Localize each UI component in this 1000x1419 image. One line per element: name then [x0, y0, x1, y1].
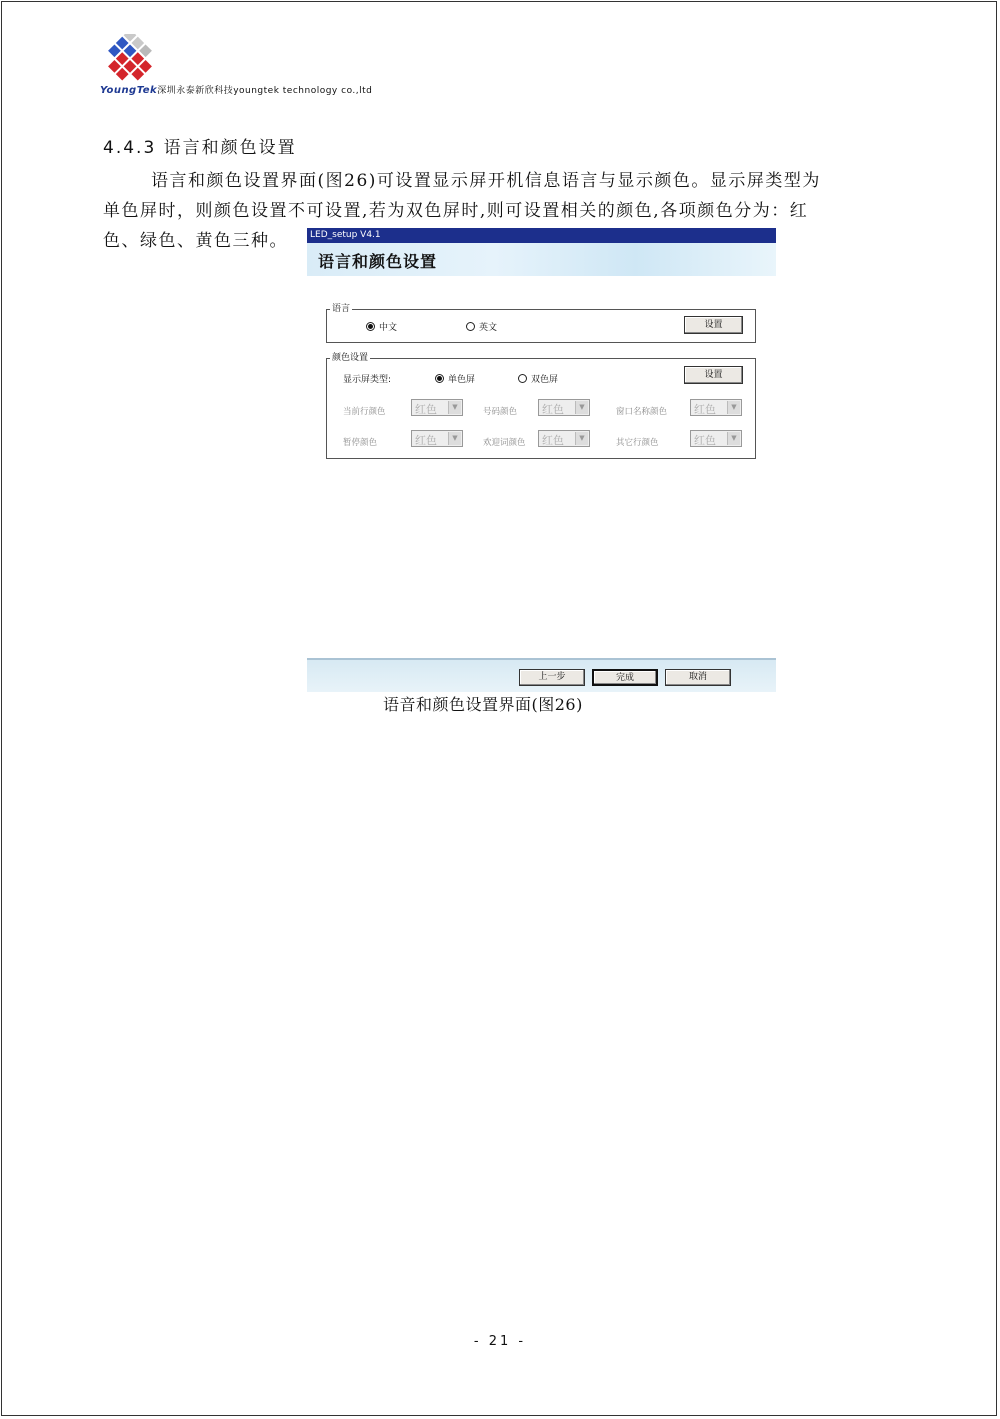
field-label-pause-color: 暂停颜色 [343, 438, 378, 448]
radio-chinese[interactable] [366, 320, 397, 333]
select-value: 红色 [542, 403, 564, 416]
chevron-down-icon: ▼ [448, 432, 461, 445]
radio-unselected-icon [518, 374, 527, 383]
finish-button[interactable]: 完成 [592, 669, 658, 686]
radio-selected-icon [366, 322, 375, 331]
window-titlebar: LED_setup V4.1 [307, 228, 776, 243]
chevron-down-icon: ▼ [727, 401, 740, 414]
language-set-button[interactable]: 设置 [684, 316, 743, 334]
screen-type-label-text: 显示屏类型: [343, 375, 392, 385]
radio-selected-icon [435, 374, 444, 383]
radio-english[interactable] [466, 320, 497, 333]
color-group [326, 353, 756, 459]
field-label-current-row-color: 当前行颜色 [343, 407, 386, 417]
select-current-row-color[interactable] [411, 399, 463, 416]
chevron-down-icon: ▼ [448, 401, 461, 414]
select-value: 红色 [542, 434, 564, 447]
youngtek-logo-icon [100, 34, 160, 86]
language-group-legend: 语言 [332, 304, 351, 314]
select-value: 红色 [415, 403, 437, 416]
window-footer [307, 658, 776, 692]
window-banner [307, 243, 776, 276]
paragraph-line: 单色屏时，则颜色设置不可设置,若为双色屏时,则可设置相关的颜色,各项颜色分为：红 [103, 201, 809, 221]
chevron-down-icon: ▼ [575, 401, 588, 414]
field-label-welcome-color: 欢迎词颜色 [483, 438, 526, 448]
radio-label: 中文 [379, 323, 398, 333]
setup-window [307, 228, 776, 692]
chevron-down-icon: ▼ [575, 432, 588, 445]
radio-label: 英文 [479, 323, 498, 333]
color-group-legend: 颜色设置 [332, 353, 369, 363]
brand-line [100, 83, 372, 96]
select-other-row-color[interactable] [690, 430, 742, 447]
figure-caption: 语音和颜色设置界面(图26) [383, 695, 583, 714]
select-pause-color[interactable] [411, 430, 463, 447]
field-label-number-color: 号码颜色 [483, 407, 518, 417]
banner-title: 语言和颜色设置 [318, 252, 438, 271]
language-group [326, 304, 756, 343]
radio-unselected-icon [466, 322, 475, 331]
select-value: 红色 [694, 434, 716, 447]
paragraph-line: 色、绿色、黄色三种。 [103, 231, 288, 251]
brand-company: 深圳永泰新欣科技youngtek technology co.,ltd [157, 86, 373, 96]
radio-label: 双色屏 [531, 375, 559, 385]
brand-name: YoungTek [100, 85, 158, 96]
prev-button[interactable]: 上一步 [519, 669, 585, 686]
screen-type-label [343, 372, 391, 385]
radio-dual-color[interactable] [518, 372, 558, 385]
page-number: - 21 - [473, 1334, 527, 1349]
field-label-other-row-color: 其它行颜色 [616, 438, 659, 448]
section-title: 4.4.3 语言和颜色设置 [103, 138, 297, 158]
chevron-down-icon: ▼ [727, 432, 740, 445]
select-number-color[interactable] [538, 399, 590, 416]
select-value: 红色 [415, 434, 437, 447]
select-value: 红色 [694, 403, 716, 416]
paragraph-line: 语言和颜色设置界面(图26)可设置显示屏开机信息语言与显示颜色。显示屏类型为 [151, 171, 821, 191]
radio-single-color[interactable] [435, 372, 475, 385]
select-welcome-color[interactable] [538, 430, 590, 447]
select-window-name-color[interactable] [690, 399, 742, 416]
cancel-button[interactable]: 取消 [665, 669, 731, 686]
field-label-window-name-color: 窗口名称颜色 [616, 407, 668, 417]
radio-label: 单色屏 [448, 375, 476, 385]
color-set-button[interactable]: 设置 [684, 366, 743, 384]
